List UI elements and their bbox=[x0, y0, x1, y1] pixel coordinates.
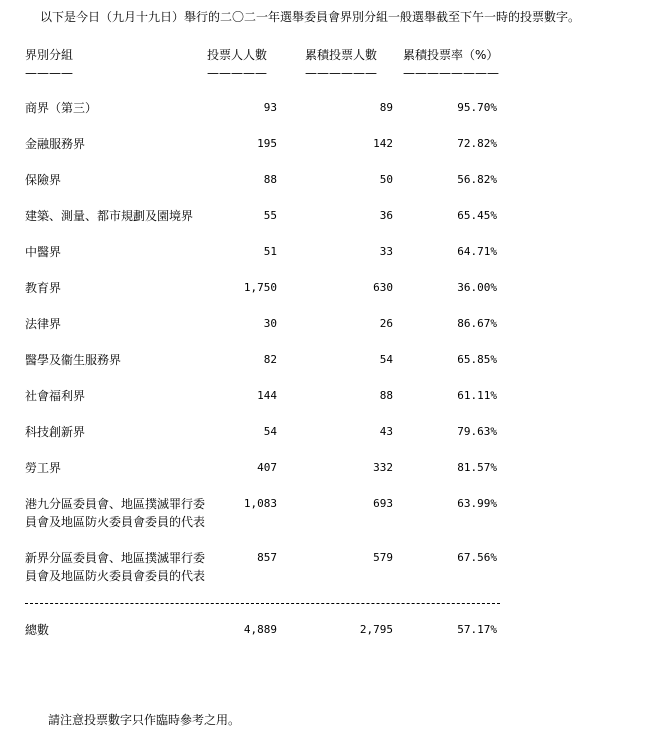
voters-count: 1,750 bbox=[243, 281, 277, 294]
sector-name: 勞工界 bbox=[25, 461, 62, 475]
header-underline bbox=[25, 64, 507, 99]
table-row bbox=[25, 459, 507, 495]
sector-name: 教育界 bbox=[25, 281, 62, 295]
turnout-rate: 67.56% bbox=[457, 551, 497, 564]
table-row bbox=[25, 207, 507, 243]
voters-count: 88 bbox=[263, 173, 277, 186]
voters-count: 55 bbox=[263, 209, 277, 222]
turnout-rate: 63.99% bbox=[457, 497, 497, 510]
turnout-rate: 65.45% bbox=[457, 209, 497, 222]
sector-name: 商界（第三） bbox=[25, 101, 98, 115]
cumulative-count: 50 bbox=[379, 173, 393, 186]
table-row bbox=[25, 423, 507, 459]
table-row bbox=[25, 243, 507, 279]
underline-voters: ————— bbox=[207, 66, 267, 80]
total-divider bbox=[25, 603, 500, 604]
table-row bbox=[25, 351, 507, 387]
total-label: 總數 bbox=[25, 623, 50, 637]
underline-cumulative: —————— bbox=[305, 66, 377, 80]
cumulative-count: 43 bbox=[379, 425, 393, 438]
sector-name: 保險界 bbox=[25, 173, 62, 187]
sector-name: 中醫界 bbox=[25, 245, 62, 259]
table-row bbox=[25, 171, 507, 207]
turnout-rate: 72.82% bbox=[457, 137, 497, 150]
voters-count: 857 bbox=[257, 551, 277, 564]
header-voters: 投票人人數 bbox=[207, 48, 268, 62]
sector-name: 法律界 bbox=[25, 317, 62, 331]
table-row bbox=[25, 549, 507, 603]
turnout-table bbox=[25, 46, 507, 657]
cumulative-count: 693 bbox=[373, 497, 393, 510]
cumulative-count: 630 bbox=[373, 281, 393, 294]
cumulative-count: 36 bbox=[379, 209, 393, 222]
cumulative-count: 26 bbox=[379, 317, 393, 330]
table-row bbox=[25, 135, 507, 171]
turnout-rate: 79.63% bbox=[457, 425, 497, 438]
cumulative-count: 89 bbox=[379, 101, 393, 114]
voters-count: 195 bbox=[257, 137, 277, 150]
underline-rate: ———————— bbox=[403, 66, 499, 80]
voters-count: 93 bbox=[263, 101, 277, 114]
voters-count: 30 bbox=[263, 317, 277, 330]
intro-text: 以下是今日（九月十九日）舉行的二〇二一年選舉委員會界別分組一般選舉截至下午一時的投票數字。 bbox=[40, 10, 581, 24]
voters-count: 51 bbox=[263, 245, 277, 258]
turnout-rate: 95.70% bbox=[457, 101, 497, 114]
sector-name: 醫學及衞生服務界 bbox=[25, 353, 122, 367]
sector-name: 社會福利界 bbox=[25, 389, 86, 403]
cumulative-count: 142 bbox=[373, 137, 393, 150]
table-header bbox=[25, 46, 507, 64]
voters-count: 1,083 bbox=[243, 497, 277, 510]
table-row bbox=[25, 495, 507, 549]
sector-name: 金融服務界 bbox=[25, 137, 86, 151]
header-cumulative: 累積投票人數 bbox=[305, 48, 378, 62]
cumulative-count: 54 bbox=[379, 353, 393, 366]
total-voters: 4,889 bbox=[243, 623, 277, 636]
table-row bbox=[25, 279, 507, 315]
turnout-rate: 86.67% bbox=[457, 317, 497, 330]
turnout-rate: 61.11% bbox=[457, 389, 497, 402]
table-row bbox=[25, 315, 507, 351]
cumulative-count: 88 bbox=[379, 389, 393, 402]
turnout-rate: 81.57% bbox=[457, 461, 497, 474]
voters-count: 82 bbox=[263, 353, 277, 366]
total-cumulative: 2,795 bbox=[359, 623, 393, 636]
total-row bbox=[25, 621, 507, 657]
turnout-rate: 65.85% bbox=[457, 353, 497, 366]
cumulative-count: 33 bbox=[379, 245, 393, 258]
cumulative-count: 579 bbox=[373, 551, 393, 564]
sector-name: 科技創新界 bbox=[25, 425, 86, 439]
voters-count: 407 bbox=[257, 461, 277, 474]
table-row bbox=[25, 387, 507, 423]
cumulative-count: 332 bbox=[373, 461, 393, 474]
turnout-rate: 36.00% bbox=[457, 281, 497, 294]
underline-sector: ———— bbox=[25, 66, 73, 80]
header-sector: 界別分組 bbox=[25, 48, 74, 62]
turnout-rate: 56.82% bbox=[457, 173, 497, 186]
voters-count: 144 bbox=[257, 389, 277, 402]
voters-count: 54 bbox=[263, 425, 277, 438]
sector-name: 新界分區委員會、地區撲滅罪行委員會及地區防火委員會委員的代表 bbox=[25, 551, 206, 583]
footnote: 請注意投票數字只作臨時參考之用。 bbox=[48, 713, 241, 727]
total-rate: 57.17% bbox=[457, 623, 497, 636]
sector-name: 建築、測量、都市規劃及園境界 bbox=[25, 209, 194, 223]
header-rate: 累積投票率（%） bbox=[403, 48, 499, 62]
sector-name: 港九分區委員會、地區撲滅罪行委員會及地區防火委員會委員的代表 bbox=[25, 497, 206, 529]
table-row bbox=[25, 99, 507, 135]
turnout-rate: 64.71% bbox=[457, 245, 497, 258]
